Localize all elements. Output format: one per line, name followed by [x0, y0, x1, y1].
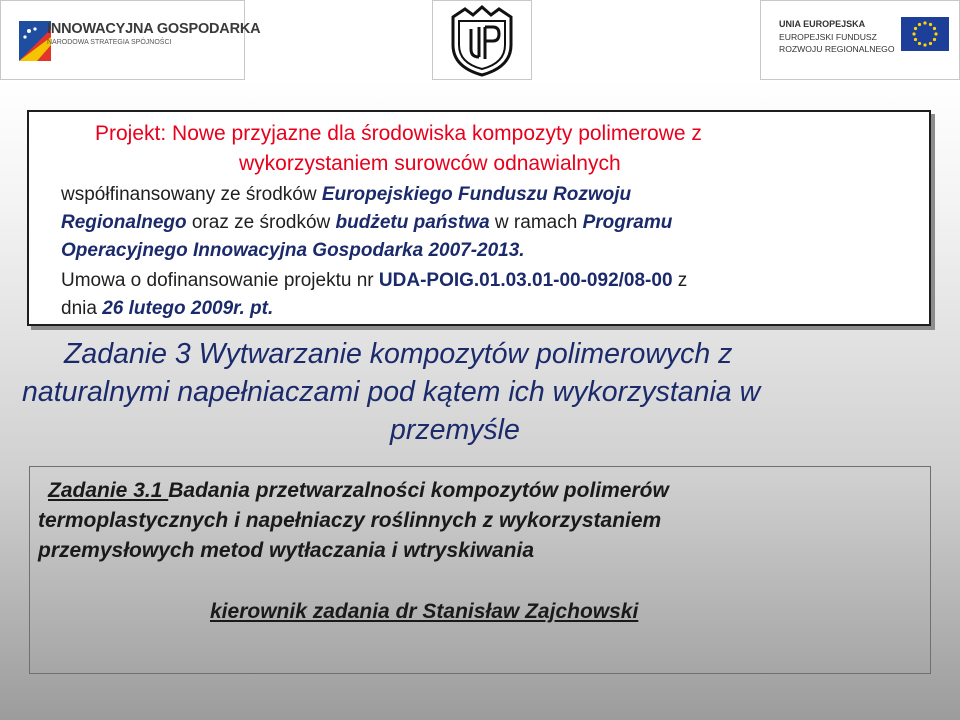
financing-text: współfinansowany ze środków: [61, 184, 322, 205]
task31-title-text: Badania przetwarzalności kompozytów polimerów: [168, 479, 669, 502]
ig-logo-subtitle: NARODOWA STRATEGIA SPÓJNOŚCI: [47, 39, 172, 46]
task3-heading-line1: Zadanie 3 Wytwarzanie kompozytów polimerowych z: [64, 338, 733, 370]
agreement-number: UDA-POIG.01.03.01-00-092/08-00: [378, 270, 673, 291]
task31-label: Zadanie 3.1: [48, 479, 169, 502]
financing-text: oraz ze środków: [186, 212, 336, 233]
eu-logo-line3: ROZWOJU REGIONALNEGO: [779, 44, 895, 54]
agreement-date: 26 lutego 2009r. pt.: [102, 298, 274, 319]
agreement-text: z: [672, 270, 688, 291]
financing-text: w ramach: [489, 212, 583, 233]
agreement-text: dnia: [61, 298, 103, 319]
task31-line2: termoplastycznych i napełniaczy roślinnych z wykorzystaniem: [38, 509, 662, 532]
task3-heading-line2: naturalnymi napełniaczami pod kątem ich wykorzystania w: [22, 376, 761, 408]
regional-text: Regionalnego: [61, 212, 187, 233]
eu-flag-icon: [901, 17, 949, 51]
programme-text: Programu: [582, 212, 673, 233]
task31-box: [29, 466, 931, 674]
financing-line3: [61, 240, 525, 262]
task31-line1: [48, 479, 669, 503]
agreement-text: Umowa o dofinansowanie projektu nr: [61, 270, 379, 291]
project-info-box: [27, 110, 931, 326]
innowacyjna-gospodarka-logo: [0, 0, 261, 80]
agreement-line2: [61, 298, 273, 320]
programme-name-text: Operacyjnego Innowacyjna Gospodarka 2007-2013.: [61, 240, 525, 261]
center-emblem-logo: [432, 0, 532, 80]
financing-line1: [61, 184, 631, 206]
eu-fund-logo: [760, 0, 960, 80]
project-title-line1: Projekt: Nowe przyjazne dla środowiska kompozyty polimerowe z: [95, 122, 702, 145]
erdf-text: Europejskiego Funduszu Rozwoju: [321, 184, 632, 205]
university-emblem-icon: [433, 1, 531, 79]
project-title-line2: wykorzystaniem surowców odnawialnych: [239, 152, 621, 175]
task-manager: kierownik zadania dr Stanisław Zajchowski: [210, 600, 639, 623]
task31-line3: przemysłowych metod wytłaczania i wtryskiwania: [38, 539, 535, 562]
task3-heading-line3: przemyśle: [390, 414, 520, 446]
ig-logo-title: INNOWACYJNA GOSPODARKA: [47, 21, 261, 37]
eu-logo-line1: UNIA EUROPEJSKA: [779, 19, 866, 29]
state-budget-text: budżetu państwa: [335, 212, 490, 233]
financing-line2: [61, 212, 672, 234]
eu-logo-line2: EUROPEJSKI FUNDUSZ: [779, 32, 877, 42]
agreement-line1: [61, 270, 687, 292]
